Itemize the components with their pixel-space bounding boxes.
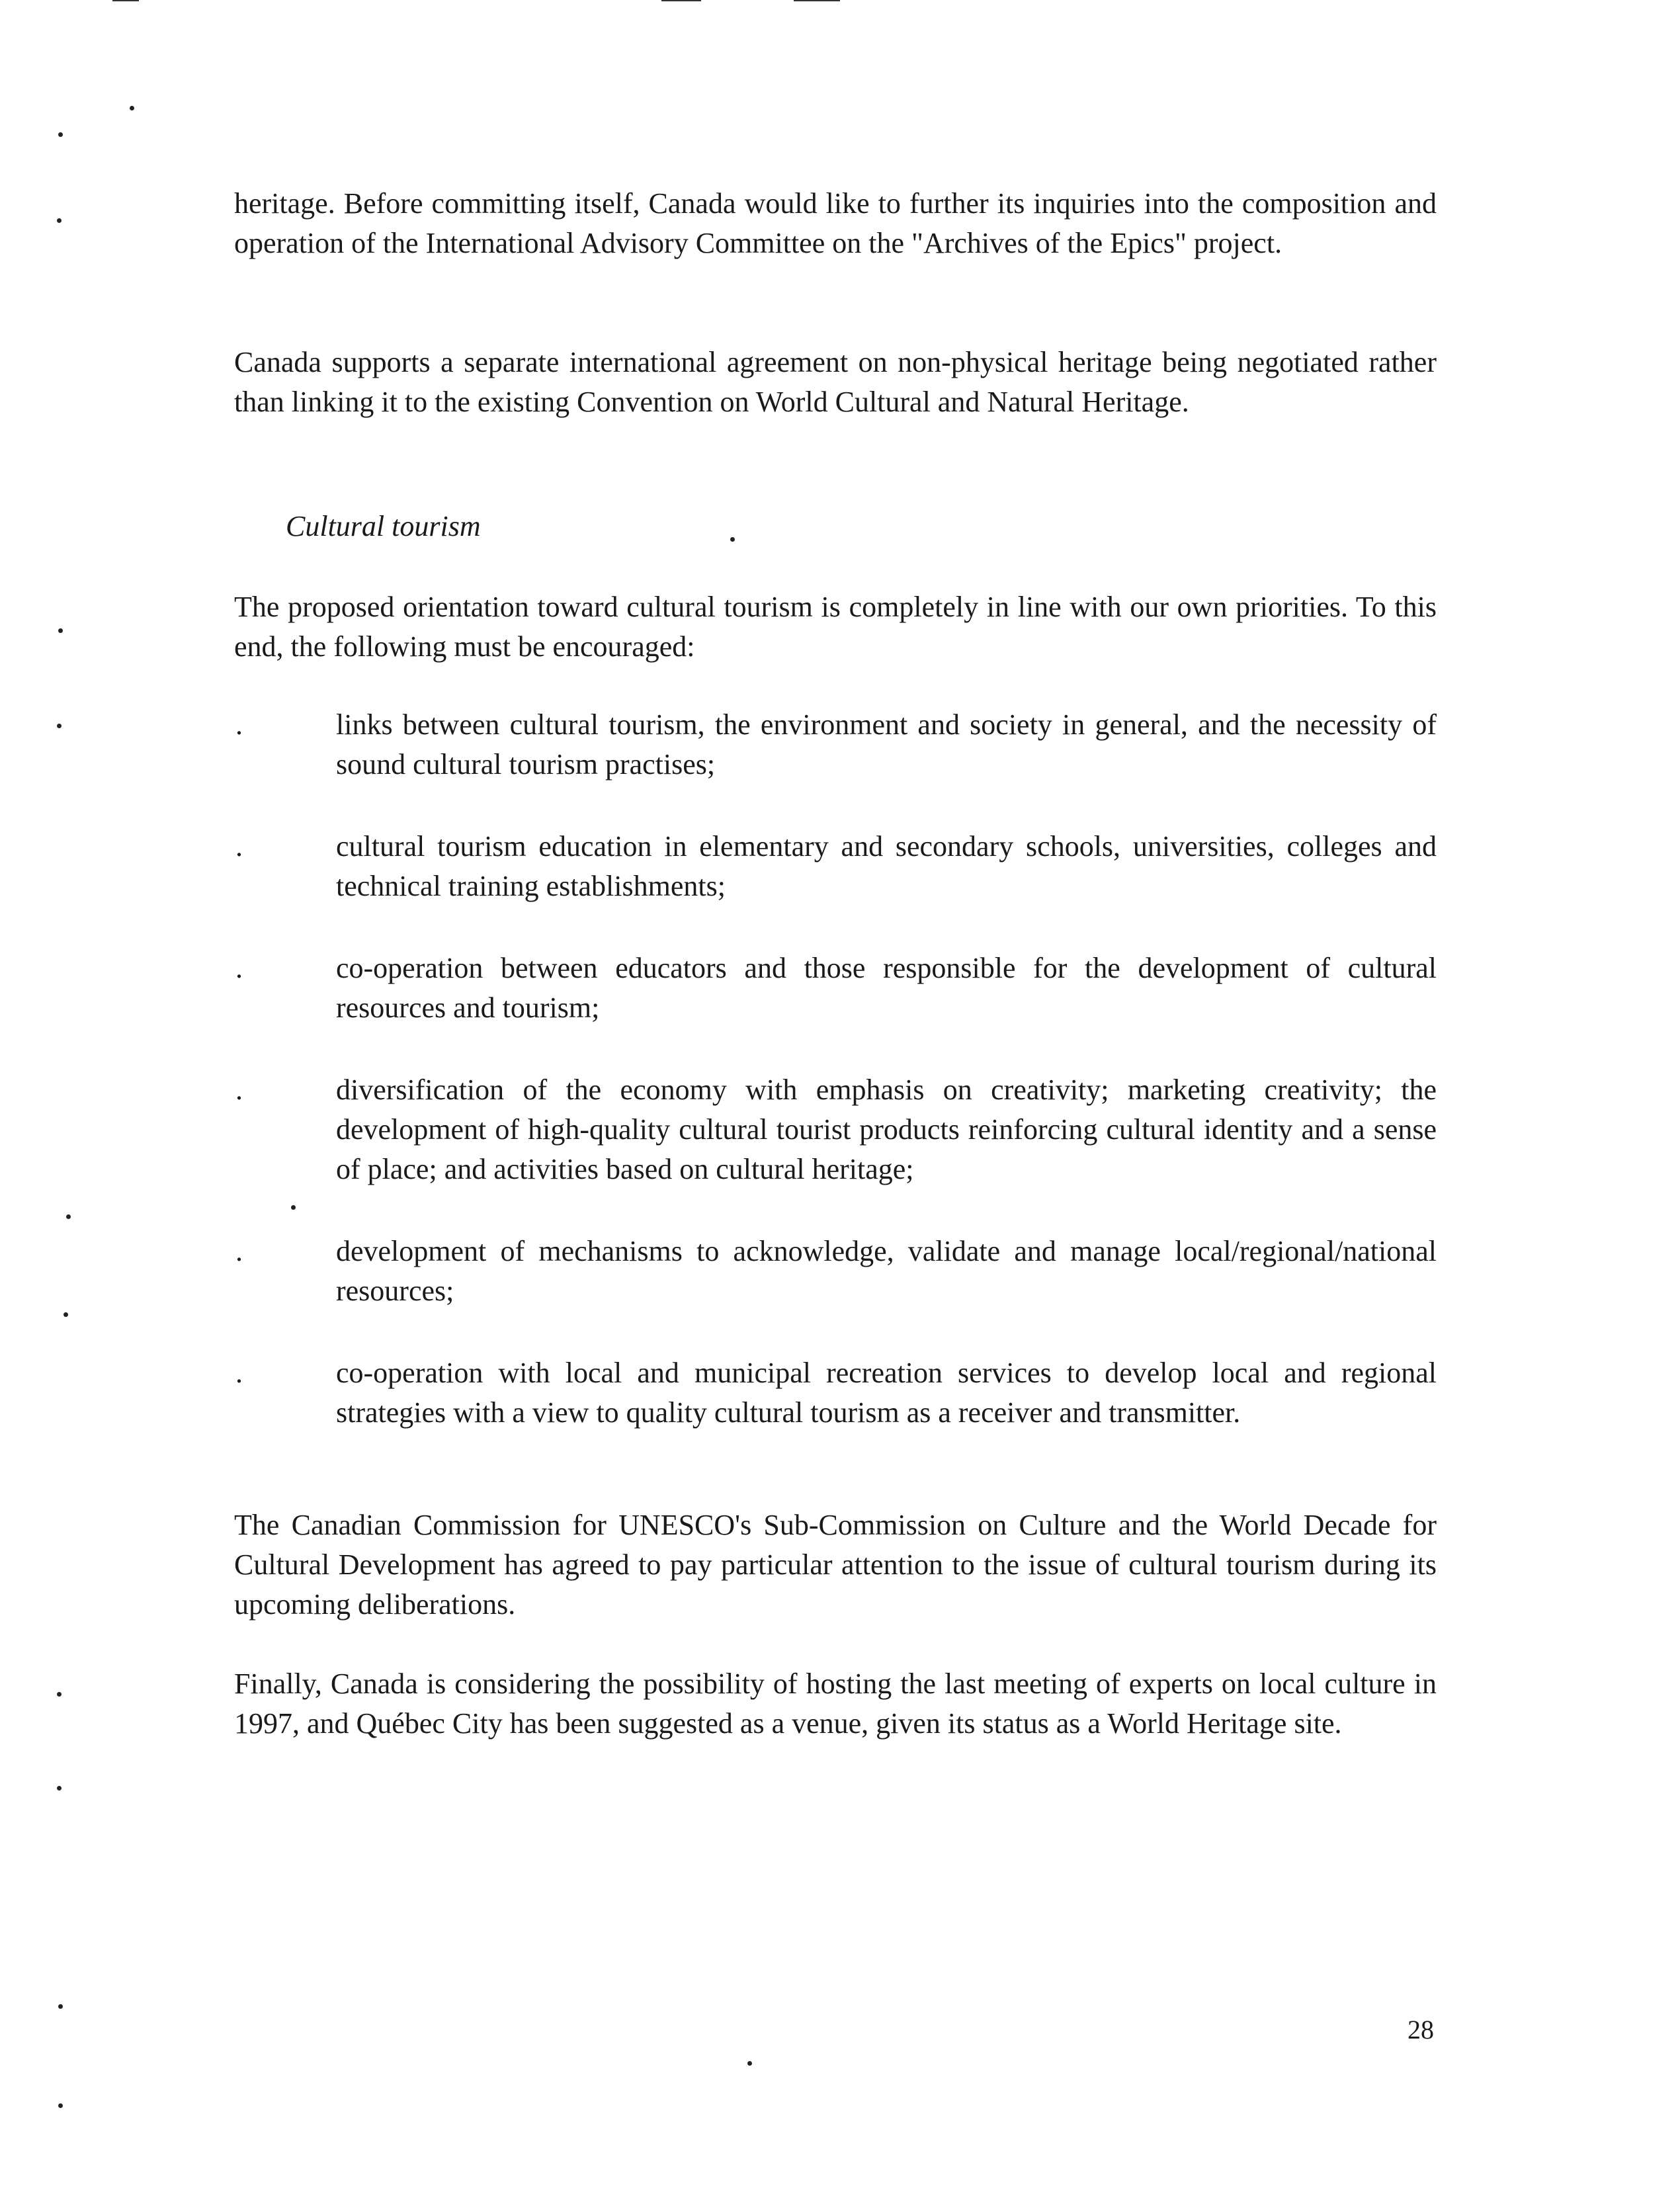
- bullet-marker: .: [235, 1235, 243, 1267]
- list-item: [234, 1070, 1437, 1189]
- scan-speck: [57, 1786, 62, 1791]
- scan-speck: [63, 1312, 68, 1317]
- scan-speck: [58, 628, 63, 633]
- paragraph-canadian-commission: The Canadian Commission for UNESCO's Sub-Commission on Culture and the World Decade for Cultural Development has agreed to pay particular attention to the issue of cultural tourism during its upcoming deliberations.: [234, 1509, 1437, 1621]
- scan-artifact-top-1: [112, 0, 139, 1]
- list-item: [234, 827, 1437, 906]
- bullet-marker: .: [235, 1357, 243, 1389]
- scan-speck: [66, 1214, 71, 1219]
- list-item-text: co-operation with local and municipal recreation services to develop local and regional strategies with a view to quality cultural tourism as a receiver and transmitter.: [336, 1357, 1437, 1429]
- list-item-text: diversification of the economy with emphasis on creativity; marketing creativity; the development of high-quality cultural tourist products reinforcing cultural identity and a sense of place; and activities based on cultural heritage;: [336, 1074, 1437, 1185]
- list-item-text: cultural tourism education in elementary and secondary schools, universities, colleges and technical training establishments;: [336, 830, 1437, 902]
- scan-speck: [747, 2061, 752, 2066]
- scan-artifact-top-3: [794, 0, 840, 1]
- list-item: [234, 949, 1437, 1028]
- bullet-marker: .: [235, 830, 243, 863]
- scan-speck: [58, 2103, 63, 2108]
- bullet-marker: .: [235, 1074, 243, 1106]
- list-item: [234, 1353, 1437, 1433]
- paragraph-heritage-inquiries: heritage. Before committing itself, Canada would like to further its inquiries into the composition and operation of the International Advisory Committee on the "Archives of the Epics" project.: [234, 187, 1437, 259]
- list-item-text: links between cultural tourism, the environment and society in general, and the necessity of sound cultural tourism practises;: [336, 708, 1437, 781]
- scan-speck: [58, 132, 63, 137]
- list-item: [234, 705, 1437, 784]
- scan-speck: [57, 1692, 62, 1697]
- section-heading-cultural-tourism: Cultural tourism: [286, 510, 481, 542]
- scan-speck: [58, 2004, 63, 2009]
- bullet-marker: .: [235, 708, 243, 741]
- scan-speck: [57, 724, 62, 728]
- list-item-text: co-operation between educators and those responsible for the development of cultural resources and tourism;: [336, 952, 1437, 1024]
- list-item: [234, 1232, 1437, 1311]
- scan-speck: [730, 537, 735, 542]
- bullet-marker: .: [235, 952, 243, 984]
- scan-speck: [130, 106, 134, 110]
- page-number: 28: [1407, 2015, 1434, 2045]
- scan-speck: [57, 218, 62, 223]
- bullet-list-encouraged: [234, 705, 1437, 1475]
- scan-artifact-top-2: [661, 0, 701, 1]
- list-item-text: development of mechanisms to acknowledge, validate and manage local/regional/national resources;: [336, 1235, 1437, 1307]
- paragraph-orientation: The proposed orientation toward cultural tourism is completely in line with our own priorities. To this end, the following must be encouraged:: [234, 591, 1437, 663]
- paragraph-hosting-meeting: Finally, Canada is considering the possibility of hosting the last meeting of experts on local culture in 1997, and Québec City has been suggested as a venue, given its status as a World Heritage site.: [234, 1667, 1437, 1740]
- paragraph-non-physical-heritage: Canada supports a separate international agreement on non-physical heritage being negotiated rather than linking it to the existing Convention on World Cultural and Natural Heritage.: [234, 346, 1437, 418]
